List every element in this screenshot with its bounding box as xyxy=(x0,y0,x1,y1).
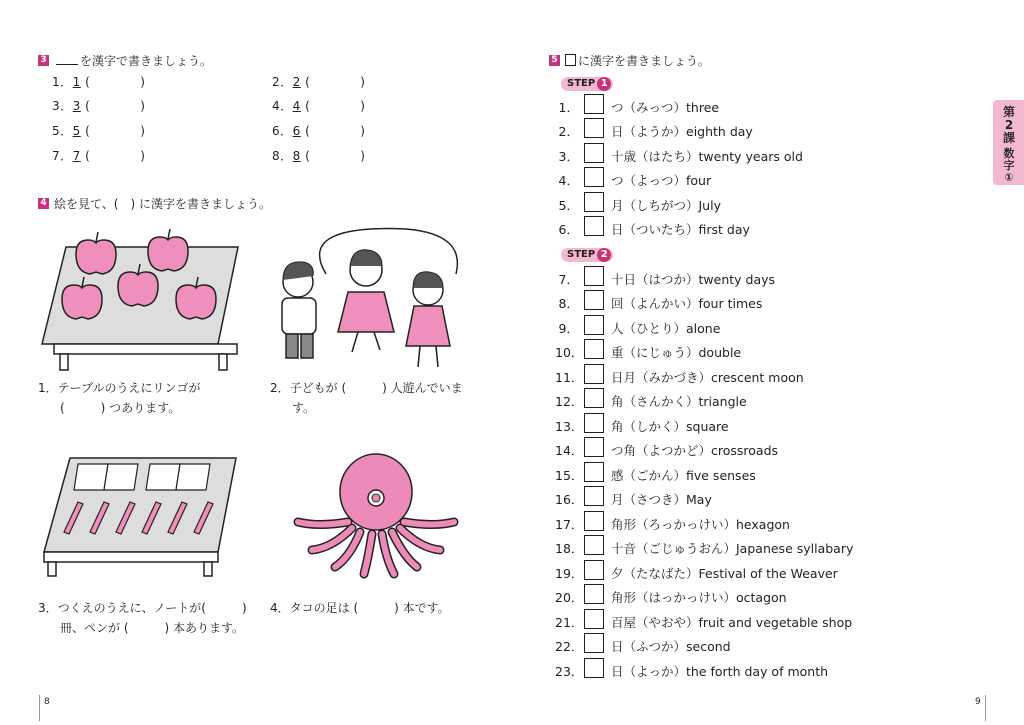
row-number: 22． xyxy=(555,639,584,654)
row-text: 日（よっか）the forth day of month xyxy=(611,664,829,679)
apples-on-table-illustration xyxy=(38,222,243,372)
answer-box[interactable] xyxy=(584,167,604,187)
s4-question-3: 3．つくえのうえに、ノートが( ) 冊、ペンが ( ) 本あります。 xyxy=(38,601,247,635)
answer-box[interactable] xyxy=(584,633,604,653)
box-blank xyxy=(565,54,576,66)
row-number: 18． xyxy=(555,541,584,556)
step-1-badge: STEP 1 xyxy=(561,77,613,91)
row-number: 15． xyxy=(555,468,584,483)
notebooks-and-pens-illustration xyxy=(38,452,243,582)
step-2-badge: STEP 2 xyxy=(561,248,613,262)
row-number: 6． xyxy=(558,222,579,237)
row-number: 12． xyxy=(555,394,584,409)
answer-box[interactable] xyxy=(584,143,604,163)
row-text: 日（ついたち）first day xyxy=(611,222,750,237)
row-text: 十音（ごじゅうおん）Japanese syllabary xyxy=(611,541,854,556)
answer-box[interactable] xyxy=(584,118,604,138)
section-3-instruction: を漢字で書きましょう。 xyxy=(54,52,212,69)
answer-box[interactable] xyxy=(584,192,604,212)
row-text: 角（さんかく）triangle xyxy=(611,394,747,409)
underline-blank xyxy=(56,54,78,65)
row-number: 23． xyxy=(555,664,584,679)
answer-box[interactable] xyxy=(584,339,604,359)
row-number: 8． xyxy=(558,296,579,311)
row-text: 感（ごかん）five senses xyxy=(611,468,756,483)
s3-item-1: 1．1 ( ) xyxy=(52,75,146,89)
answer-box[interactable] xyxy=(584,486,604,506)
row-text: 角形（ろっかっけい）hexagon xyxy=(611,517,790,532)
row-number: 4． xyxy=(558,173,579,188)
row-text: 人（ひとり）alone xyxy=(611,321,721,336)
answer-box[interactable] xyxy=(584,560,604,580)
row-number: 16． xyxy=(555,492,584,507)
row-number: 19． xyxy=(555,566,584,581)
answer-box[interactable] xyxy=(584,266,604,286)
row-number: 13． xyxy=(555,419,584,434)
s3-item-2: 2．2 ( ) xyxy=(272,75,366,89)
row-number: 11． xyxy=(555,370,584,385)
row-text: つ（みっつ）three xyxy=(611,100,720,115)
page-border-left xyxy=(39,695,40,721)
answer-box[interactable] xyxy=(584,364,604,384)
row-text: つ角（よつかど）crossroads xyxy=(611,443,779,458)
answer-box[interactable] xyxy=(584,584,604,604)
s3-item-8: 8．8 ( ) xyxy=(272,149,366,163)
answer-box[interactable] xyxy=(584,462,604,482)
row-number: 2． xyxy=(558,124,579,139)
section-4-instruction: 絵を見て、( ) に漢字を書きましょう。 xyxy=(54,197,271,211)
page-number-left: 8 xyxy=(44,697,50,707)
s4-question-1: 1．テーブルのうえにリンゴが ( ) つあります。 xyxy=(38,381,201,415)
s3-item-5: 5．5 ( ) xyxy=(52,124,146,138)
row-text: つ（よっつ）four xyxy=(611,173,712,188)
section-3-number: 3 xyxy=(38,55,49,66)
answer-box[interactable] xyxy=(584,216,604,236)
row-number: 5． xyxy=(558,198,579,213)
row-text: 日月（みかづき）crescent moon xyxy=(611,370,804,385)
page-border-right xyxy=(985,695,986,721)
row-text: 角（しかく）square xyxy=(611,419,729,434)
answer-box[interactable] xyxy=(584,437,604,457)
row-number: 1． xyxy=(558,100,579,115)
row-text: 日（ふつか）second xyxy=(611,639,731,654)
lesson-topic: 数字① xyxy=(1003,147,1015,184)
row-number: 7． xyxy=(558,272,579,287)
answer-box[interactable] xyxy=(584,658,604,678)
row-text: 月（しちがつ）July xyxy=(611,198,721,213)
s4-question-4: 4．タコの足は ( ) 本です。 xyxy=(270,601,450,615)
children-jump-rope-illustration xyxy=(268,222,473,372)
page-number-right: 9 xyxy=(975,697,981,707)
row-text: 夕（たなばた）Festival of the Weaver xyxy=(611,566,838,581)
s3-item-6: 6．6 ( ) xyxy=(272,124,366,138)
row-number: 20． xyxy=(555,590,584,605)
answer-box[interactable] xyxy=(584,290,604,310)
octopus-illustration xyxy=(288,452,463,582)
row-text: 十歳（はたち）twenty years old xyxy=(611,149,803,164)
answer-box[interactable] xyxy=(584,511,604,531)
row-number: 17． xyxy=(555,517,584,532)
answer-box[interactable] xyxy=(584,94,604,114)
row-text: 月（さつき）May xyxy=(611,492,712,507)
row-text: 日（ようか）eighth day xyxy=(611,124,753,139)
s3-item-4: 4．4 ( ) xyxy=(272,99,366,113)
row-text: 角形（はっかっけい）octagon xyxy=(611,590,787,605)
row-number: 3． xyxy=(558,149,579,164)
row-text: 重（にじゅう）double xyxy=(611,345,742,360)
row-text: 回（よんかい）four times xyxy=(611,296,763,311)
section-4-number: 4 xyxy=(38,198,49,209)
s3-item-7: 7．7 ( ) xyxy=(52,149,146,163)
s3-item-3: 3．3 ( ) xyxy=(52,99,146,113)
answer-box[interactable] xyxy=(584,413,604,433)
answer-box[interactable] xyxy=(584,535,604,555)
section-5-instruction: に漢字を書きましょう。 xyxy=(565,52,710,69)
lesson-side-tab xyxy=(993,100,1024,185)
s4-question-2: 2．子どもが ( ) 人遊んでいま す。 xyxy=(270,381,463,415)
answer-box[interactable] xyxy=(584,388,604,408)
row-number: 14． xyxy=(555,443,584,458)
lesson-number: 第2課 xyxy=(1002,105,1015,145)
section-5-number: 5 xyxy=(549,55,560,66)
answer-box[interactable] xyxy=(584,315,604,335)
row-number: 21． xyxy=(555,615,584,630)
row-number: 9． xyxy=(558,321,579,336)
answer-box[interactable] xyxy=(584,609,604,629)
row-text: 百屋（やおや）fruit and vegetable shop xyxy=(611,615,853,630)
row-number: 10． xyxy=(555,345,584,360)
row-text: 十日（はつか）twenty days xyxy=(611,272,776,287)
